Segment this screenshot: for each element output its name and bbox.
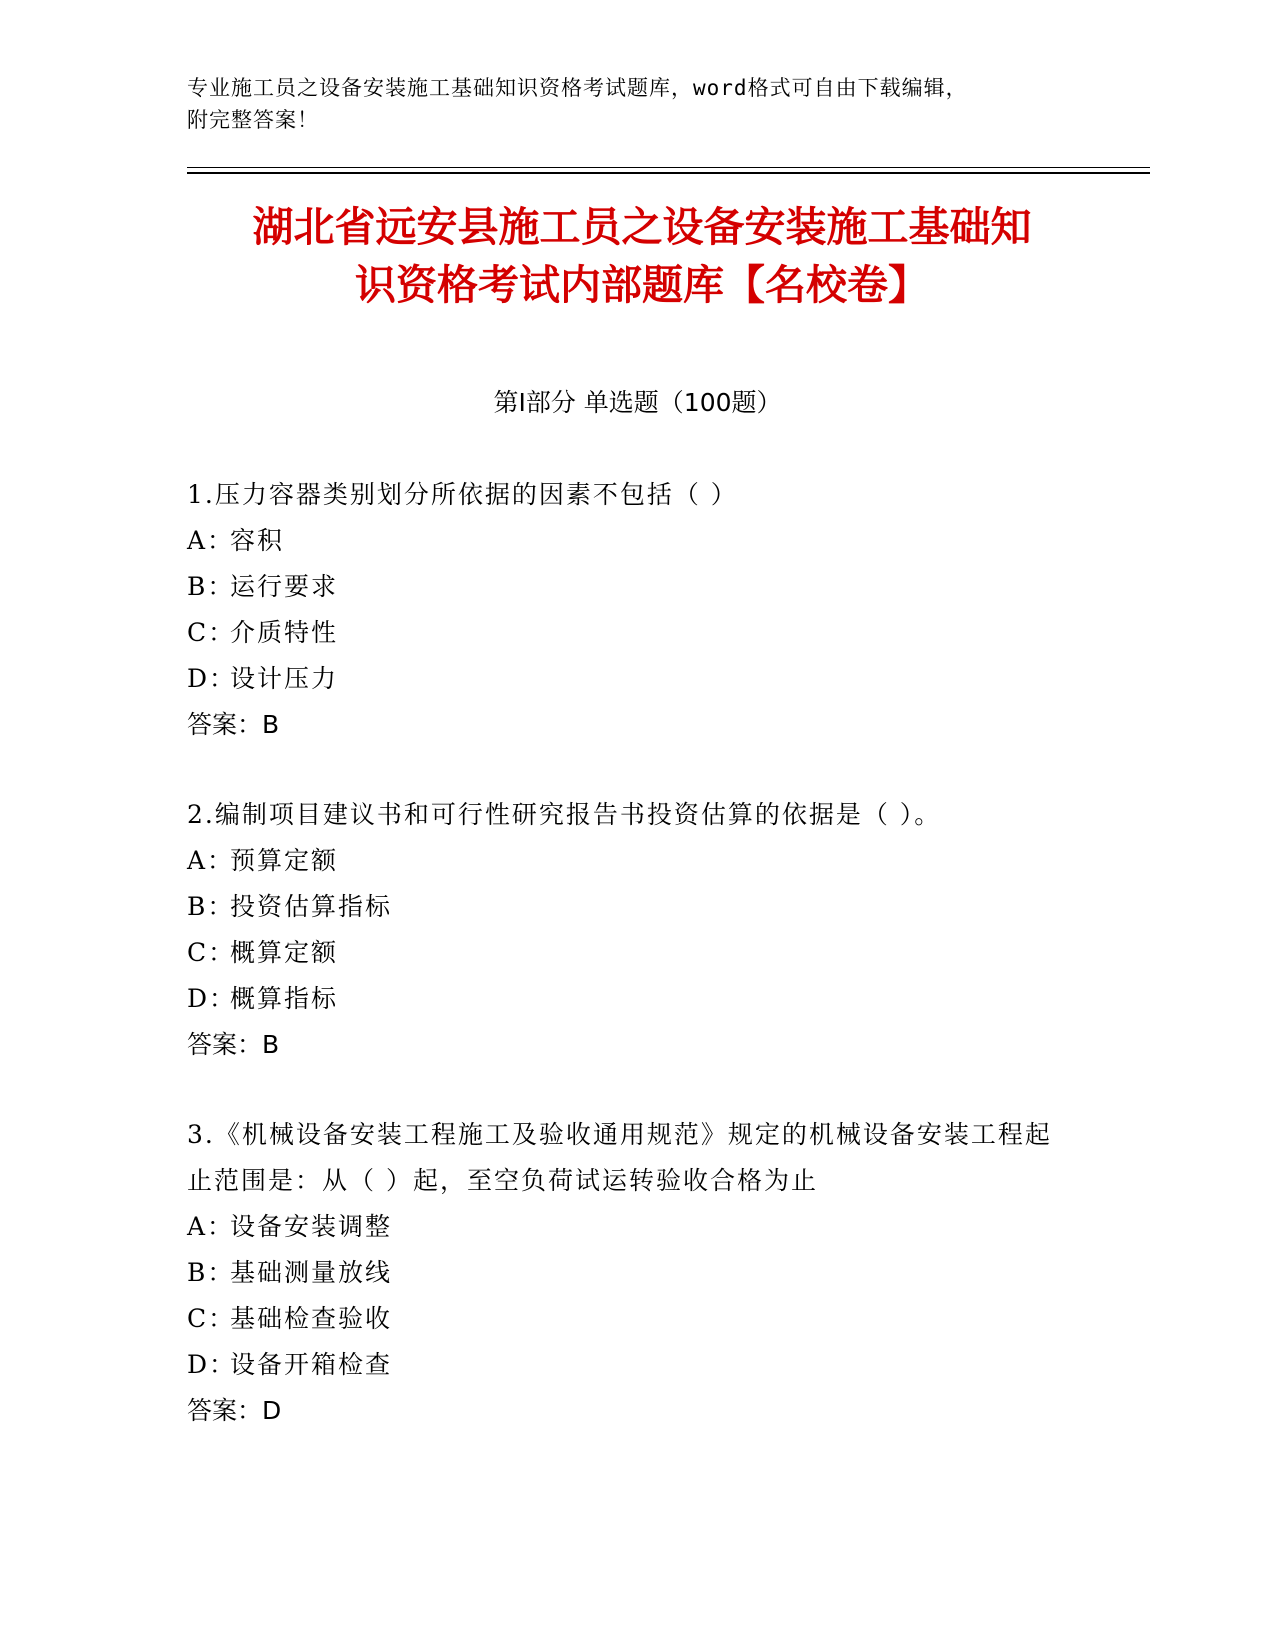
- answer-label: 答案：: [187, 1030, 263, 1059]
- option-text: 设计压力: [230, 664, 339, 693]
- document-title: [187, 198, 1097, 314]
- option-key: D：: [187, 1350, 237, 1379]
- answer-value: B: [262, 1030, 280, 1059]
- question-list: [187, 472, 1067, 1478]
- option-text: 基础测量放线: [230, 1258, 393, 1287]
- header-note-line-1: 专业施工员之设备安装施工基础知识资格考试题库，word格式可自由下载编辑，: [187, 76, 968, 100]
- option-key: A：: [187, 846, 235, 875]
- header-divider-bottom: [187, 172, 1150, 174]
- option-a: [187, 518, 1067, 564]
- header-note-line-2: 附完整答案！: [187, 108, 319, 132]
- option-b: [187, 884, 1067, 930]
- option-c: [187, 930, 1067, 976]
- option-text: 投资估算指标: [230, 892, 393, 921]
- option-key: D：: [187, 664, 237, 693]
- document-title-line-1: 湖北省远安县施工员之设备安装施工基础知: [252, 203, 1032, 251]
- answer-line: [187, 1022, 1067, 1068]
- answer-line: [187, 1388, 1067, 1434]
- question-stem: 1.压力容器类别划分所依据的因素不包括（ ）: [187, 480, 738, 509]
- question-1: [187, 472, 1067, 748]
- option-d: [187, 656, 1067, 702]
- option-text: 设备开箱检查: [230, 1350, 393, 1379]
- option-key: C：: [187, 938, 236, 967]
- section-title: 第Ⅰ部分 单选题（100题）: [493, 388, 782, 417]
- option-text: 介质特性: [230, 618, 339, 647]
- option-c: [187, 1296, 1067, 1342]
- option-key: C：: [187, 1304, 236, 1333]
- option-d: [187, 1342, 1067, 1388]
- option-a: [187, 1204, 1067, 1250]
- option-text: 容积: [230, 526, 285, 555]
- answer-label: 答案：: [187, 1396, 263, 1425]
- option-text: 预算定额: [230, 846, 339, 875]
- option-text: 设备安装调整: [230, 1212, 393, 1241]
- question-stem: 3.《机械设备安装工程施工及验收通用规范》规定的机械设备安装工程起止范围是：从（ ）起，至空负荷试运转验收合格为止: [187, 1120, 1052, 1195]
- option-key: B：: [187, 892, 235, 921]
- header-divider-top: [187, 167, 1150, 168]
- question-stem: 2.编制项目建议书和可行性研究报告书投资估算的依据是（ ）。: [187, 800, 942, 829]
- option-c: [187, 610, 1067, 656]
- option-a: [187, 838, 1067, 884]
- option-key: D：: [187, 984, 237, 1013]
- option-key: A：: [187, 526, 235, 555]
- question-2: [187, 792, 1067, 1068]
- option-key: A：: [187, 1212, 235, 1241]
- option-b: [187, 1250, 1067, 1296]
- answer-line: [187, 702, 1067, 748]
- option-text: 概算定额: [230, 938, 339, 967]
- option-key: C：: [187, 618, 236, 647]
- option-text: 基础检查验收: [230, 1304, 393, 1333]
- answer-value: D: [262, 1396, 282, 1425]
- option-text: 概算指标: [230, 984, 339, 1013]
- option-text: 运行要求: [230, 572, 339, 601]
- document-title-line-2: 识资格考试内部题库【名校卷】: [355, 261, 929, 309]
- option-key: B：: [187, 572, 235, 601]
- answer-value: B: [262, 710, 280, 739]
- header-note: [187, 72, 1067, 136]
- answer-label: 答案：: [187, 710, 263, 739]
- option-key: B：: [187, 1258, 235, 1287]
- option-d: [187, 976, 1067, 1022]
- question-3: [187, 1112, 1067, 1434]
- option-b: [187, 564, 1067, 610]
